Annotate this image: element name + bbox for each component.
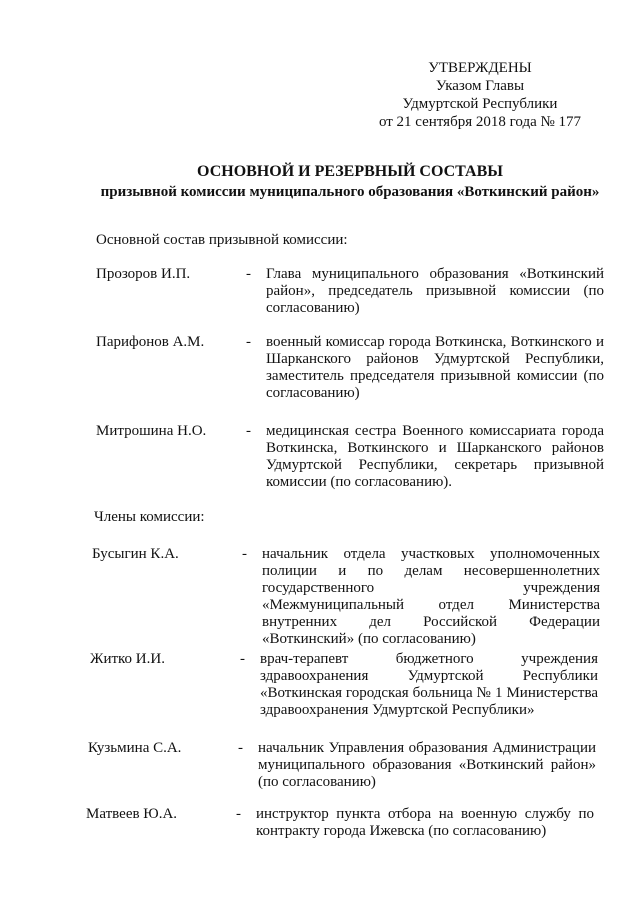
member-dash: - [236,806,241,822]
member-name: Парифонов А.М. [96,334,205,350]
member-name: Житко И.И. [90,651,165,667]
approval-line-1: Указом Главы [435,78,525,94]
approval-line-2: Удмуртской Республики [402,96,558,112]
member-role: военный комиссар города Воткинска, Воткинского и Шарканского районов Удмуртской Республики, заместитель председателя призывной комиссии (по согласованию) [266,334,604,401]
member-role: медицинская сестра Военного комиссариата города Воткинска, Воткинского и Шарканского районов Удмуртской Республики, секретарь призывной комиссии (по согласованию). [266,423,604,490]
members-label: Члены комиссии: [94,509,205,525]
member-role: врач-терапевт бюджетного учреждения здравоохранения Удмуртской Республики «Воткинская городская больница № 1 Министерства здравоохранения Удмуртской Республики» [260,651,598,718]
member-name: Кузьмина С.А. [88,740,182,756]
main-section-label: Основной состав призывной комиссии: [96,232,348,248]
approval-heading: УТВЕРЖДЕНЫ [428,60,532,76]
document-title [90,163,610,201]
member-role: начальник Управления образования Администрации муниципального образования «Воткинский район» (по согласованию) [258,740,596,790]
approval-line-3: от 21 сентября 2018 года № 177 [378,114,582,130]
member-dash: - [246,334,251,350]
member-name: Матвеев Ю.А. [86,806,178,822]
member-dash: - [246,266,251,282]
member-role: Глава муниципального образования «Воткинский район», председатель призывной комиссии (по согласованию) [266,266,604,316]
member-name: Прозоров И.П. [96,266,191,282]
title-sub: призывной комиссии муниципального образования «Воткинский район» [100,184,600,200]
member-dash: - [246,423,251,439]
approval-block [360,60,600,132]
member-role: инструктор пункта отбора на военную службу по контракту города Ижевска (по согласованию) [256,806,594,839]
member-dash: - [242,546,247,562]
member-dash: - [238,740,243,756]
member-name: Бусыгин К.А. [92,546,179,562]
member-dash: - [240,651,245,667]
member-role: начальник отдела участковых уполномоченных полиции и по делам несовершеннолетних государственного учреждения «Межмуниципальный отдел Министерства внутренних дел Российской Федерации «Воткинский» (по согласованию) [262,546,600,647]
member-name: Митрошина Н.О. [96,423,207,439]
title-main: ОСНОВНОЙ И РЕЗЕРВНЫЙ СОСТАВЫ [197,163,503,180]
